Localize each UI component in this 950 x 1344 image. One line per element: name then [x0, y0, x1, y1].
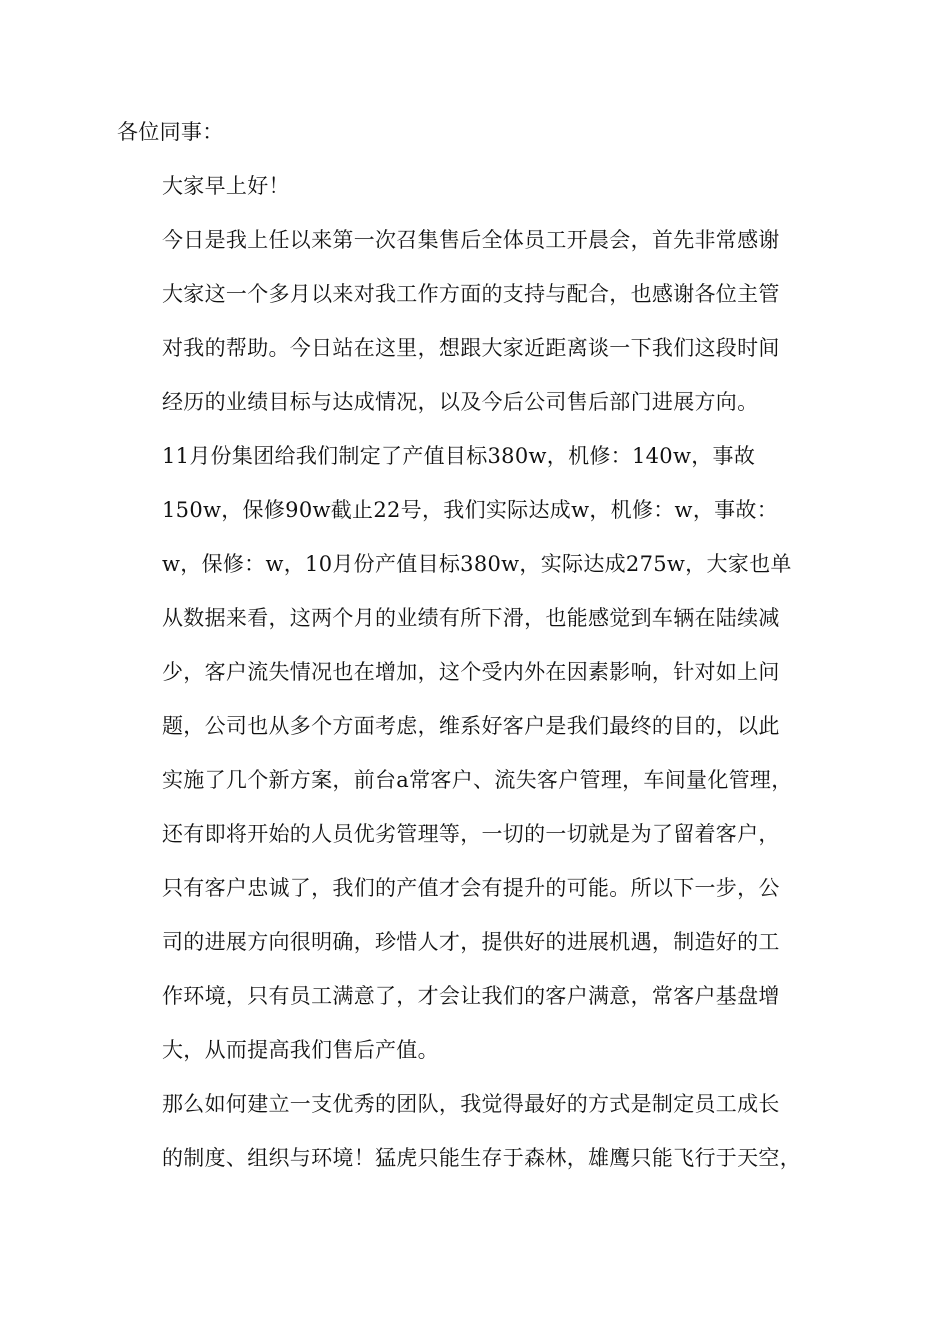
- paragraph-line: 今日是我上任以来第一次召集售后全体员工开晨会，首先非常感谢: [162, 228, 780, 252]
- paragraph-line: 那么如何建立一支优秀的团队，我觉得最好的方式是制定员工成长: [162, 1092, 780, 1116]
- paragraph-line: 还有即将开始的人员优劣管理等，一切的一切就是为了留着客户，: [162, 822, 780, 846]
- paragraph-line: 只有客户忠诚了，我们的产值才会有提升的可能。所以下一步，公: [162, 876, 780, 900]
- paragraph-line: 11月份集团给我们制定了产值目标380w，机修：140w，事故: [162, 444, 756, 468]
- paragraph-line: 经历的业绩目标与达成情况，以及今后公司售后部门进展方向。: [162, 390, 759, 414]
- paragraph-line: 作环境，只有员工满意了，才会让我们的客户满意，常客户基盘增: [162, 984, 780, 1008]
- paragraph-line: 大家这一个多月以来对我工作方面的支持与配合，也感谢各位主管: [162, 282, 780, 306]
- paragraph-line: 150w，保修90w截止22号，我们实际达成w，机修：w，事故：: [162, 498, 779, 522]
- paragraph-line: 司的进展方向很明确，珍惜人才，提供好的进展机遇，制造好的工: [162, 930, 780, 954]
- salutation: 各位同事：: [117, 120, 224, 144]
- paragraph-line: w，保修：w，10月份产值目标380w，实际达成275w，大家也单: [162, 552, 792, 576]
- paragraph-line: 从数据来看，这两个月的业绩有所下滑，也能感觉到车辆在陆续减: [162, 606, 780, 630]
- paragraph-line: 的制度、组织与环境！猛虎只能生存于森林，雄鹰只能飞行于天空，: [162, 1146, 801, 1170]
- paragraph-line: 少，客户流失情况也在增加，这个受内外在因素影响，针对如上问: [162, 660, 780, 684]
- greeting-line: 大家早上好！: [162, 174, 290, 198]
- paragraph-line: 大，从而提高我们售后产值。: [162, 1038, 439, 1062]
- paragraph-line: 题，公司也从多个方面考虑，维系好客户是我们最终的目的，以此: [162, 714, 780, 738]
- paragraph-line: 对我的帮助。今日站在这里，想跟大家近距离谈一下我们这段时间: [162, 336, 780, 360]
- paragraph-line: 实施了几个新方案，前台a常客户、流失客户管理，车间量化管理，: [162, 768, 793, 792]
